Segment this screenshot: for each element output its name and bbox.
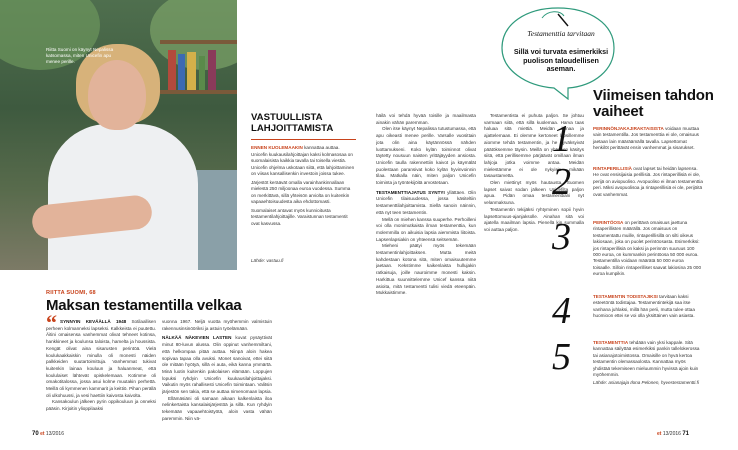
article-col3c-text: yllättäen. Olin Unicefin tilaisuudessa, jossa käsiteltiin testamenttilahjoittamista. Siellä sanoin näinnin, että nyt teen testamentin. xyxy=(376,189,476,215)
article-column-2 xyxy=(162,319,272,434)
step-4 xyxy=(593,294,703,320)
article-headline: Maksan testamentilla velkaa xyxy=(46,297,242,314)
sidebar-highlight: ENNEN KUOLEMAAKIN xyxy=(251,145,303,150)
step-2 xyxy=(593,166,703,198)
article-col1b-text: Kansakoulun jälkeen pyrin oppikouluun ja onneksi pääsin. Kirjoitin ylioppilaaksi xyxy=(46,399,156,412)
article-col3b-text: Olen itse käynyt Nepalissa tutustumassa, että apu oikeasti menee perille. Varsalle vuosittain jota olin aina käytännössä nähden luottamukseni. Koko kylän toiminnot olivat täytetty nousuun naisten yrittäjäyyden ansiosta. Unicefin taulla rakennettiin kaivot ja käymälät puolestaan paransivat koko kylän hyvinvoinnin tilaa. Matkalla näin, miten paljon Unicefin toiminta ja työntekijöitä arvostetaan. xyxy=(376,126,476,186)
article-column-3 xyxy=(376,113,476,435)
step-number-2: 2 xyxy=(552,161,571,203)
article-col3d-text: Mellä on miehen kanssa suuperhe. Perhoilleni voi olla monimutkaista ilman testamenttia, kun molemmilla on aikuisia lapsia aiemmista liitoista. Lapsenlapsiakin on yhteensä seitsemän. xyxy=(376,216,476,242)
footer-right xyxy=(657,431,689,437)
bubble-title: Testamenttia tarvitaan xyxy=(527,29,595,38)
article-subhead-2: TESTAMENTTIAJATUS SYNTYI xyxy=(376,189,445,195)
step-3-text: on perittävä omaisuus jaettuna rintaperillisten määrällä. Jos omaisuus on testamentattu muille, rintaperillisillä on silti oikeus lakiosaan, joka on puolet perintöosasta. Esimerkiksi: jos rintaperillisiä on kaksi ja perinnön suuruus 100 000 euroa, on kummankin perintöosa 50 000 euroa. Testamentilla voidaan määrätä 50 000 euroa toisaalle. Silloin rintaperilliset saavat lakiosina 25 000 euroa kumpikin. xyxy=(593,220,702,277)
article-col2a-text: vuonna 1967. Neljä vuotta myöhemmin valmistuin rakennusinsinööriksi ja astuin työelämään. xyxy=(162,319,272,331)
step-3 xyxy=(593,220,703,278)
brand-right: et xyxy=(657,431,662,437)
step-number-5: 5 xyxy=(552,336,571,378)
article-col2b-text: kuvat pysäyttivät minut 80-luvun alussa. Olin oppinut vanhemmiltani, että helkompaa pitää auttaa. Niinpä aloin hakea sopivaa tapaa olla avuksi. Monet sanoivat, ettei siitä ole mitään hyötyä, sillä ei auta, eikä kanna ymmärtä. Minä luotin kuitenkin pakolaisen elämään. Loppujen lopuksi ryhdyin Unicefin kuukausilahjoittajaksi. Vaikutin myös rahallisesti Unicefin toimintaan. Valitsin järjestön sen takia, että se auttaa nimenomaan lapsia. xyxy=(162,335,272,395)
steps-title: Viimeisen tahdon vaiheet xyxy=(593,87,714,120)
footer-left xyxy=(32,431,64,437)
step-5-highlight: TESTAMENTTIA xyxy=(593,340,629,345)
article-kicker: RIITTA SUOMI, 68 xyxy=(46,290,96,296)
step-number-1: 1 xyxy=(552,118,571,160)
step-1-highlight: PERINNÖNJAKAJIRAKTAISISTA xyxy=(593,126,664,131)
article-col2c-text: Ellämäsiäni oli samaan aikaan kalkenlaista iloa nelinkertaista kansalaisjärjestöä ja sillä. Kun ryhdyin tekemään vapaaehtoistyötä, aloin vasta vähän paremmin. Niin vä- xyxy=(162,395,272,421)
step-4-text: tarvitaan kaksi esteetöntä todistajaa. Testamentintekijä saa itse vanhana juhlaksi, millä hän perii, mutta tulee ottaa huomioon ettei se voi olla yksittäinen vain asiasta. xyxy=(593,294,695,319)
step-number-3: 3 xyxy=(552,216,571,258)
step-3-highlight: PERINTÖOSA xyxy=(593,220,624,225)
article-col3e-text: Mieheni päätyi myös tekemään testamentinlahjoittaksen. Mutta meitä kahdestaan kotona sitä, miten omaisuutemme jaetaan. Kekstimme kaikenlaista hullujakin ratkaisuja, joille nauroimme monesti kaksin. Harkittua suunnittelemme Unicef kanssa niitä asioita, mitä testamentti tulisi viedä eteenpäin. Mukkaistimme. xyxy=(376,243,476,296)
photo-caption: Riitta Suomi on käynyt Nepalissa katsomassa, miten Unicefin apu menee perille. xyxy=(46,47,114,64)
step-1-text: voidaan muuttaa vain testamentilla. Jos testamenttia ei ole, omaisuus jaetaan lain määräämällä tavalla. Lapsettomat henkilöt perittävät ensin vanhemmat ja sisarukset. xyxy=(593,126,700,151)
step-4-highlight: TESTAMENTIN TODISTAJIKSI xyxy=(593,294,658,299)
sidebar-body-1: kannattaa auttaa. Unicefin kuukausilahjoittajan kaksi kolmasosaa on suomalaisista kaikkia tavalla tai toisella viestiä. Unicefin ohjelma uskotaan siitä, että lahjoittaminen on viisas kansallisenkin investoin joissa tukee. xyxy=(251,145,355,176)
article-col4b-text: Olen miettinyt myös hautausta. Suomen lapset saivat sodan jälkeen Unicefilta paljon apua. Pidän omaa testamenttiani nyt velanmaksuna. xyxy=(484,180,584,206)
article-column-1 xyxy=(46,319,156,434)
portrait-photo xyxy=(0,0,237,270)
step-2-highlight: RINTAPERILLISIÄ xyxy=(593,166,632,171)
sidebar-body-2: Järjestöt keräävät omalla varainhankinnallaan mielestä 250 miljoonaa euroa vuodessa. Summa on merkittävä, sillä yhteisön arviolta on kuitenkin vapaaehtoisuudesta aika ehdottomasti. xyxy=(251,179,351,204)
sidebar-body-3: Suomalaiset antavat myös kunnioitusta testamentilahjoittajille. Varaistunnan testamentit ovat kasvussa. xyxy=(251,207,348,226)
article-col4a-text: Testamentista ei puhuta paljon. Se johtuu varmaan siitä, että sillä kuolemaa. Harva taas haluaa sitä miettiä. Meidän lainaa ja ajattelemaan. Ei olemme kertoneet lapsillemme aiomme tehdä testamentin, ja he hyväksyivät päätöksemme täysin. Meillä on yhteinen käsitys siitä, että perillisemme pärjäävät omillaan ilman lahjoja jotka voimme antaa. Meidän mielestämme ei ole nykyisin mikään tasaustarvetta. xyxy=(484,113,584,179)
sidebar-source: Lähde: vastuu.fi xyxy=(251,258,284,263)
page-number-right: 71 xyxy=(682,431,689,437)
article-lead: SYNNYIN KEVÄÄLLÄ 1948 xyxy=(60,319,127,324)
step-2-text: ovat lapset tai heidän lapsensa. He ovat ensisijaisia perillisiä. Jos rintaperillisiä ei ole, perijä on aviopuoliso. Avopuoliso ei ilman testamenttia peri. Miksi avopuolisoa ja rintaperillisiä ei ole, perijöitä ovat vanhemmat. xyxy=(593,166,703,197)
step-1 xyxy=(593,126,703,152)
article-subhead-1: NÄLKÄÄ NÄKEVIEN LASTEN xyxy=(162,335,232,341)
brand-left: et xyxy=(40,431,45,437)
issue-right: 13/2016 xyxy=(662,431,681,437)
issue-left: 13/2016 xyxy=(45,431,64,437)
step-5-text: tehdään vain yksi kappale. Sitä kannattaa säilyttää esimerkiksi pankin tallelokerossa tai asianajotoimistossa. Omaisille on hyvä kertoa testamentin olemassaolosta. Kannattaa myös yhdistää tekemiseen mieluummin hyvissä ajoin kuin myöhemmin. xyxy=(593,340,700,378)
quote-mark-icon: “ xyxy=(46,310,57,335)
article-col4c-text: Testamentin tekijäksi ryhtyminen sopii hyvin lapsettomuus-ajanjaksolle. Ainahan sitä voi ajatella maailman lapsia. Pienellä kin summalla voi auttaa paljon. xyxy=(484,206,584,232)
step-number-4: 4 xyxy=(552,290,571,332)
bubble-text: Sillä voi turvata esimerkiksi puolison taloudellisen aseman. xyxy=(513,47,609,74)
article-col1-text: Sotilaallisen perheen kolmanneksi lapseksi. Kalkkeista ei puutettu. Äitini omaisensa vanhemmat olivat tehneet kotinsa, hankkineet ja koulunsa taloista, hamelta ja houssista. Kengät olivat aina sisarusten perintöä. Vielä koulukaakkaiskin minulla oli monesti näiden palkkeiden suutartoimittuja. Vanhemmat tukivat kuitenkin lainaa kouluun ja haluanmeat, että koululaiset lähtevät opiskelemaan. Kotimme oli omakotitalossa, jossa asui kolme muutakin perhettä. Meillä oli kymmenen kammarit ja keittiö. Pihan perällä oli ulkohuussi, ja vesi haettiin kaivosta kaivolta. xyxy=(46,319,156,398)
sidebar-divider xyxy=(251,139,356,140)
article-col3-text: häilä voi tehdä hyvää toisille ja maailmasta ainakin vähän paremman. xyxy=(376,113,476,125)
sidebar-title: VASTUULLISTA LAHJOITTAMISTA xyxy=(251,112,334,134)
page-number-left: 70 xyxy=(32,431,39,437)
step-5 xyxy=(593,340,703,387)
sidebar-body xyxy=(251,145,356,229)
steps-source: Lähde: asianajaja Ilona Pelonen, hyvestestamentti.fi xyxy=(593,380,699,386)
